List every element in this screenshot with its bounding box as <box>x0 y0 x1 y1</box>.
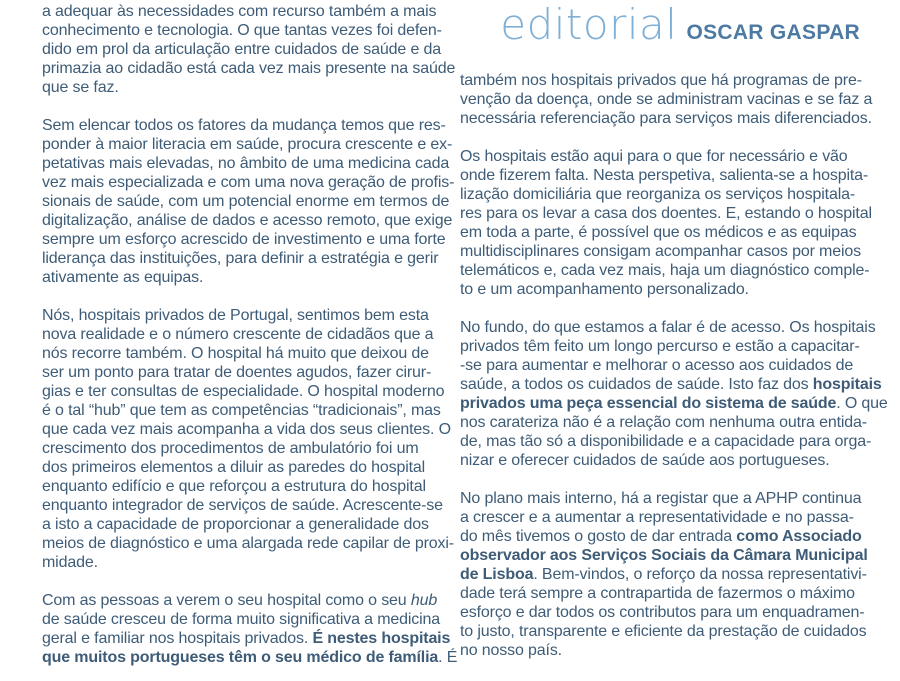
text-segment: . É <box>438 649 458 666</box>
text-segment: em toda a parte, é possível que os médicos e as equipas <box>460 224 857 241</box>
text-segment: . O que <box>836 395 888 412</box>
text-line <box>42 173 456 192</box>
text-segment: telemáticos e, cada vez mais, haja um diagnóstico comple- <box>460 262 870 279</box>
text-line <box>42 249 456 268</box>
text-segment: necessária referenciação para serviços mais diferenciados. <box>460 110 872 127</box>
author-name: OSCAR GASPAR <box>686 21 860 44</box>
bold-text: como Associado <box>736 528 862 545</box>
text-line <box>460 375 882 394</box>
paragraph <box>460 318 888 470</box>
text-segment: multidisciplinares consigam acompanhar casos por meios <box>460 243 861 260</box>
text-line <box>42 268 456 287</box>
text-line <box>460 565 867 584</box>
text-line <box>460 185 860 204</box>
editorial-title: editorial <box>500 0 678 49</box>
text-segment: enquanto edifício e que reforçou a estrutura do hospital <box>42 478 426 495</box>
text-segment: Os hospitais estão aqui para o que for necessário e vão <box>460 148 848 165</box>
editorial-header <box>460 0 860 49</box>
paragraph <box>460 147 872 299</box>
text-line <box>42 230 456 249</box>
text-line <box>460 90 873 109</box>
text-segment: No plano mais interno, há a registar que a APHP continua <box>460 490 862 507</box>
text-line <box>42 591 456 610</box>
text-segment: de saúde cresceu de forma muito significativa a medicina <box>42 611 441 628</box>
text-segment: meios de diagnóstico e uma alargada rede capilar de proxi- <box>42 535 454 552</box>
text-segment: Sem elencar todos os fatores da mudança temos que res- <box>42 117 446 134</box>
text-line <box>42 553 456 572</box>
paragraph <box>42 116 456 287</box>
text-segment: geral e familiar nos hospitais privados. <box>42 630 313 647</box>
text-segment: é o tal “hub” que tem as competências “tradicionais”, mas <box>42 402 441 419</box>
text-segment: -se para aumentar e melhorar o acesso aos cuidados de <box>460 357 854 374</box>
text-segment: digitalização, análise de dados e acesso remoto, que exige <box>42 212 453 229</box>
text-segment: também nos hospitais privados que há programas de pre- <box>460 72 862 89</box>
text-line <box>460 641 860 660</box>
text-segment: a isto a capacidade de proporcionar a generalidade dos <box>42 516 429 533</box>
text-line <box>460 413 867 432</box>
bold-text: que muitos portugueses têm o seu médico de família <box>42 649 439 666</box>
text-line <box>460 603 865 622</box>
text-line <box>460 356 860 375</box>
text-line <box>460 337 860 356</box>
text-segment: ativamente as equipas. <box>42 269 204 286</box>
text-line <box>460 546 868 565</box>
bold-text: observador aos Serviços Sociais da Câmara Municipal <box>460 547 868 564</box>
text-segment: primazia ao cidadão está cada vez mais presente na saúde <box>42 60 456 77</box>
text-line <box>42 306 456 325</box>
paragraph <box>460 489 868 660</box>
text-line <box>42 515 456 534</box>
text-segment: sionais de saúde, com um potencial enorme em termos de <box>42 193 450 210</box>
text-line <box>42 325 456 344</box>
text-segment: gias e ter consultas de especialidade. O hospital moderno <box>42 383 445 400</box>
bold-text: É nestes hospitais <box>312 630 451 647</box>
text-line <box>460 318 876 337</box>
text-line <box>42 610 456 629</box>
right-column-body <box>460 71 888 660</box>
text-line <box>42 382 456 401</box>
text-line <box>42 477 456 496</box>
text-line <box>42 363 456 382</box>
text-segment: saúde, a todos os cuidados de saúde. Isto faz dos <box>460 376 813 393</box>
text-line <box>42 496 456 515</box>
paragraph <box>42 2 456 97</box>
text-segment: . Bem-vindos, o reforço da nossa representativi- <box>533 566 867 583</box>
text-line <box>460 280 860 299</box>
text-segment: venção da doença, onde se administram vacinas e se faz a <box>460 91 873 108</box>
text-line <box>42 116 456 135</box>
text-line <box>460 527 860 546</box>
text-line <box>460 451 860 470</box>
text-line <box>42 192 456 211</box>
text-line <box>42 154 456 173</box>
text-segment: nós recorre também. O hospital há muito que deixou de <box>42 345 429 362</box>
text-segment: nova realidade e o número crescente de cidadãos que a <box>42 326 434 343</box>
text-segment: liderança das instituições, para definir a estratégia e gerir <box>42 250 439 267</box>
text-line <box>460 71 860 90</box>
paragraph <box>42 591 456 667</box>
bold-text: de Lisboa <box>460 566 534 583</box>
text-segment: to justo, transparente e eficiente da prestação de cuidados <box>460 623 867 640</box>
text-line <box>42 40 456 59</box>
text-line <box>460 147 860 166</box>
right-column <box>460 0 888 660</box>
text-segment: lização domiciliária que reorganiza os serviços hospitala- <box>460 186 856 203</box>
text-line <box>460 622 867 641</box>
text-segment: ponder à maior literacia em saúde, procura crescente e ex- <box>42 136 453 153</box>
text-segment: no nosso país. <box>460 642 562 659</box>
text-segment: que se faz. <box>42 79 119 96</box>
text-segment: ser um ponto para tratar de doentes agudos, fazer cirur- <box>42 364 432 381</box>
text-line <box>42 78 456 97</box>
bold-text: hospitais <box>812 376 882 393</box>
text-segment: a crescer e a aumentar a representatividade e no passa- <box>460 509 854 526</box>
text-line <box>460 261 870 280</box>
text-line <box>460 109 872 128</box>
text-segment: que cada vez mais acompanha a vida dos seus clientes. O <box>42 421 451 438</box>
text-segment: dos primeiros elementos a diluir as paredes do hospital <box>42 459 426 476</box>
text-line <box>42 211 456 230</box>
text-segment: do mês tivemos o gosto de dar entrada <box>460 528 737 545</box>
text-segment: nizar e oferecer cuidados de saúde aos portugueses. <box>460 452 830 469</box>
text-line <box>460 394 888 413</box>
bold-text: privados uma peça essencial do sistema de saúde <box>460 395 837 412</box>
text-line <box>42 135 456 154</box>
paragraph <box>460 71 873 128</box>
text-segment: onde fizerem falta. Nesta perspetiva, salienta-se a hospita- <box>460 167 869 184</box>
text-segment: petativas mais elevadas, no âmbito de uma medicina cada <box>42 155 450 172</box>
text-line <box>42 21 456 40</box>
text-segment: to e um acompanhamento personalizado. <box>460 281 749 298</box>
text-line <box>42 534 456 553</box>
text-line <box>42 2 456 21</box>
text-segment: de, mas tão só a disponibilidade e a capacidade para orga- <box>460 433 872 450</box>
text-segment: dade terá sempre a contrapartida de fazermos o máximo <box>460 585 855 602</box>
text-segment: vez mais especializada e com uma nova geração de profis- <box>42 174 455 191</box>
text-segment: midade. <box>42 554 98 571</box>
text-line <box>42 420 456 439</box>
text-line <box>42 59 456 78</box>
left-column <box>42 2 456 667</box>
text-line <box>42 344 456 363</box>
paragraph <box>42 306 456 572</box>
text-segment: a adequar às necessidades com recurso também a mais <box>42 3 437 20</box>
text-segment: esforço e dar todos os contributos para um enquadramen- <box>460 604 865 621</box>
text-line <box>42 648 456 667</box>
text-segment: nos carateriza não é a relação com nenhuma outra entida- <box>460 414 867 431</box>
text-line <box>42 629 456 648</box>
text-line <box>460 223 860 242</box>
text-line <box>42 401 456 420</box>
text-segment: Com as pessoas a verem o seu hospital como o seu <box>42 592 411 609</box>
italic-text: hub <box>410 592 438 609</box>
text-line <box>460 432 872 451</box>
text-segment: dido em prol da articulação entre cuidados de saúde e da <box>42 41 441 58</box>
text-line <box>460 508 860 527</box>
text-segment: sempre um esforço acrescido de investimento e uma forte <box>42 231 446 248</box>
text-segment: res para os levar a casa dos doentes. E, estando o hospital <box>460 205 872 222</box>
text-segment: privados têm feito um longo percurso e estão a capacitar- <box>460 338 860 355</box>
text-segment: Nós, hospitais privados de Portugal, sentimos bem esta <box>42 307 429 324</box>
text-line <box>460 489 860 508</box>
text-line <box>460 242 860 261</box>
text-line <box>460 584 860 603</box>
text-segment: No fundo, do que estamos a falar é de acesso. Os hospitais <box>460 319 876 336</box>
text-line <box>42 439 456 458</box>
text-segment: conhecimento e tecnologia. O que tantas vezes foi defen- <box>42 22 442 39</box>
text-line <box>460 204 872 223</box>
text-segment: enquanto integrador de serviços de saúde. Acrescente-se <box>42 497 443 514</box>
text-line <box>460 166 869 185</box>
text-line <box>42 458 456 477</box>
text-segment: crescimento dos procedimentos de ambulatório foi um <box>42 440 419 457</box>
